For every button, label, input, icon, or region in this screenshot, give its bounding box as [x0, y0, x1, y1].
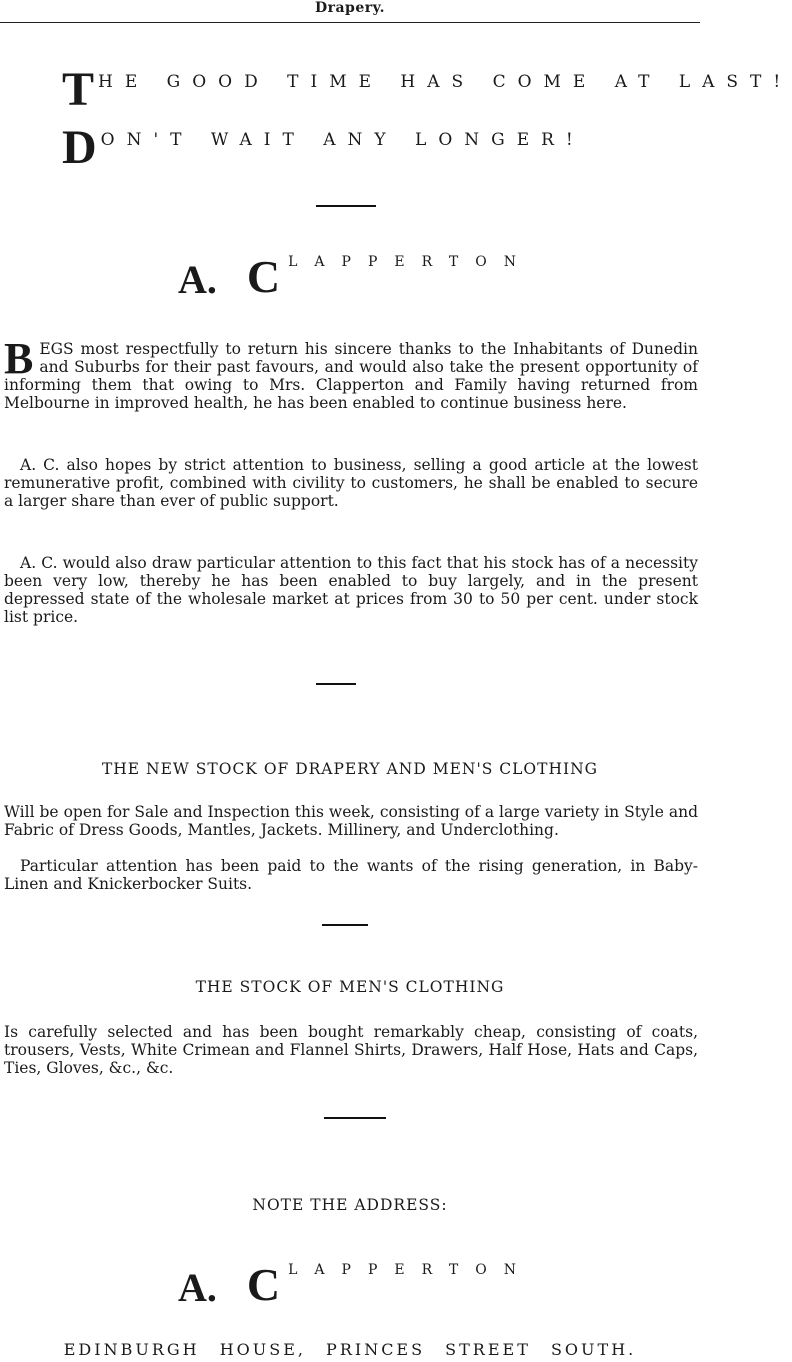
divider-rule: [324, 1117, 386, 1119]
merchant-name-top: [178, 250, 533, 303]
merchant-cap: C: [246, 251, 281, 302]
headline-2-dropcap: D: [62, 121, 97, 174]
thanks-paragraph-text: EGS most respectfully to return his sincere thanks to the Inhabitants of Dunedin and Suburbs for their past favours, and would also take the present opportunity of informing them that owing to Mrs. Clapperton and Family having returned from Melbourne in improved health, he has been enabled to continue business here.: [4, 340, 698, 412]
divider-rule: [316, 683, 356, 685]
drapery-heading: THE NEW STOCK OF DRAPERY AND MEN'S CLOTHING: [101, 760, 599, 778]
paragraph-dropcap: B: [4, 334, 34, 383]
mens-paragraph: Is carefully selected and has been bought remarkably cheap, consisting of coats, trousers, Vests, White Crimean and Flannel Shirts, Drawers, Half Hose, Hats and Caps, Ties, Gloves, &c., &c.: [4, 1023, 698, 1077]
address-line: EDINBURGH HOUSE, PRINCES STREET SOUTH.: [63, 1340, 637, 1359]
thanks-paragraph: [4, 334, 698, 412]
mens-heading: THE STOCK OF MEN'S CLOTHING: [195, 978, 505, 996]
stock-paragraph: A. C. would also draw particular attention to this fact that his stock has of a necessity been very low, thereby he has been enabled to buy largely, and in the present depressed state of the wholesale market at prices from 30 to 50 per cent. under stock list price.: [4, 554, 698, 626]
baby-linen-paragraph: Particular attention has been paid to the wants of the rising generation, in Baby-Linen and Knickerbocker Suits.: [4, 857, 698, 893]
headline-1: [62, 63, 792, 116]
note-address-heading: NOTE THE ADDRESS:: [252, 1196, 448, 1214]
headline-2-text: ON'T WAIT ANY LONGER!: [100, 130, 585, 150]
merchant-surname: LAPPERTON: [288, 254, 533, 270]
divider-rule: [316, 205, 376, 207]
headline-2: [62, 121, 585, 174]
divider-rule: [322, 924, 368, 926]
merchant-name-bottom: [178, 1258, 533, 1311]
section-header: [0, 0, 700, 16]
merchant-initial: A.: [178, 257, 217, 302]
attention-paragraph: A. C. also hopes by strict attention to business, selling a good article at the lowest remunerative profit, combined with civility to customers, he shall be enabled to secure a larger share than ever of public support.: [4, 456, 698, 510]
headline-1-text: HE GOOD TIME HAS COME AT LAST!: [98, 72, 792, 92]
merchant-surname: LAPPERTON: [288, 1262, 533, 1278]
section-header-text: Drapery.: [309, 0, 391, 16]
headline-1-dropcap: T: [62, 63, 95, 116]
merchant-cap: C: [246, 1259, 281, 1310]
header-rule: [0, 22, 700, 23]
merchant-initial: A.: [178, 1265, 217, 1310]
drapery-paragraph: Will be open for Sale and Inspection this week, consisting of a large variety in Style and Fabric of Dress Goods, Mantles, Jackets. Millinery, and Underclothing.: [4, 803, 698, 839]
